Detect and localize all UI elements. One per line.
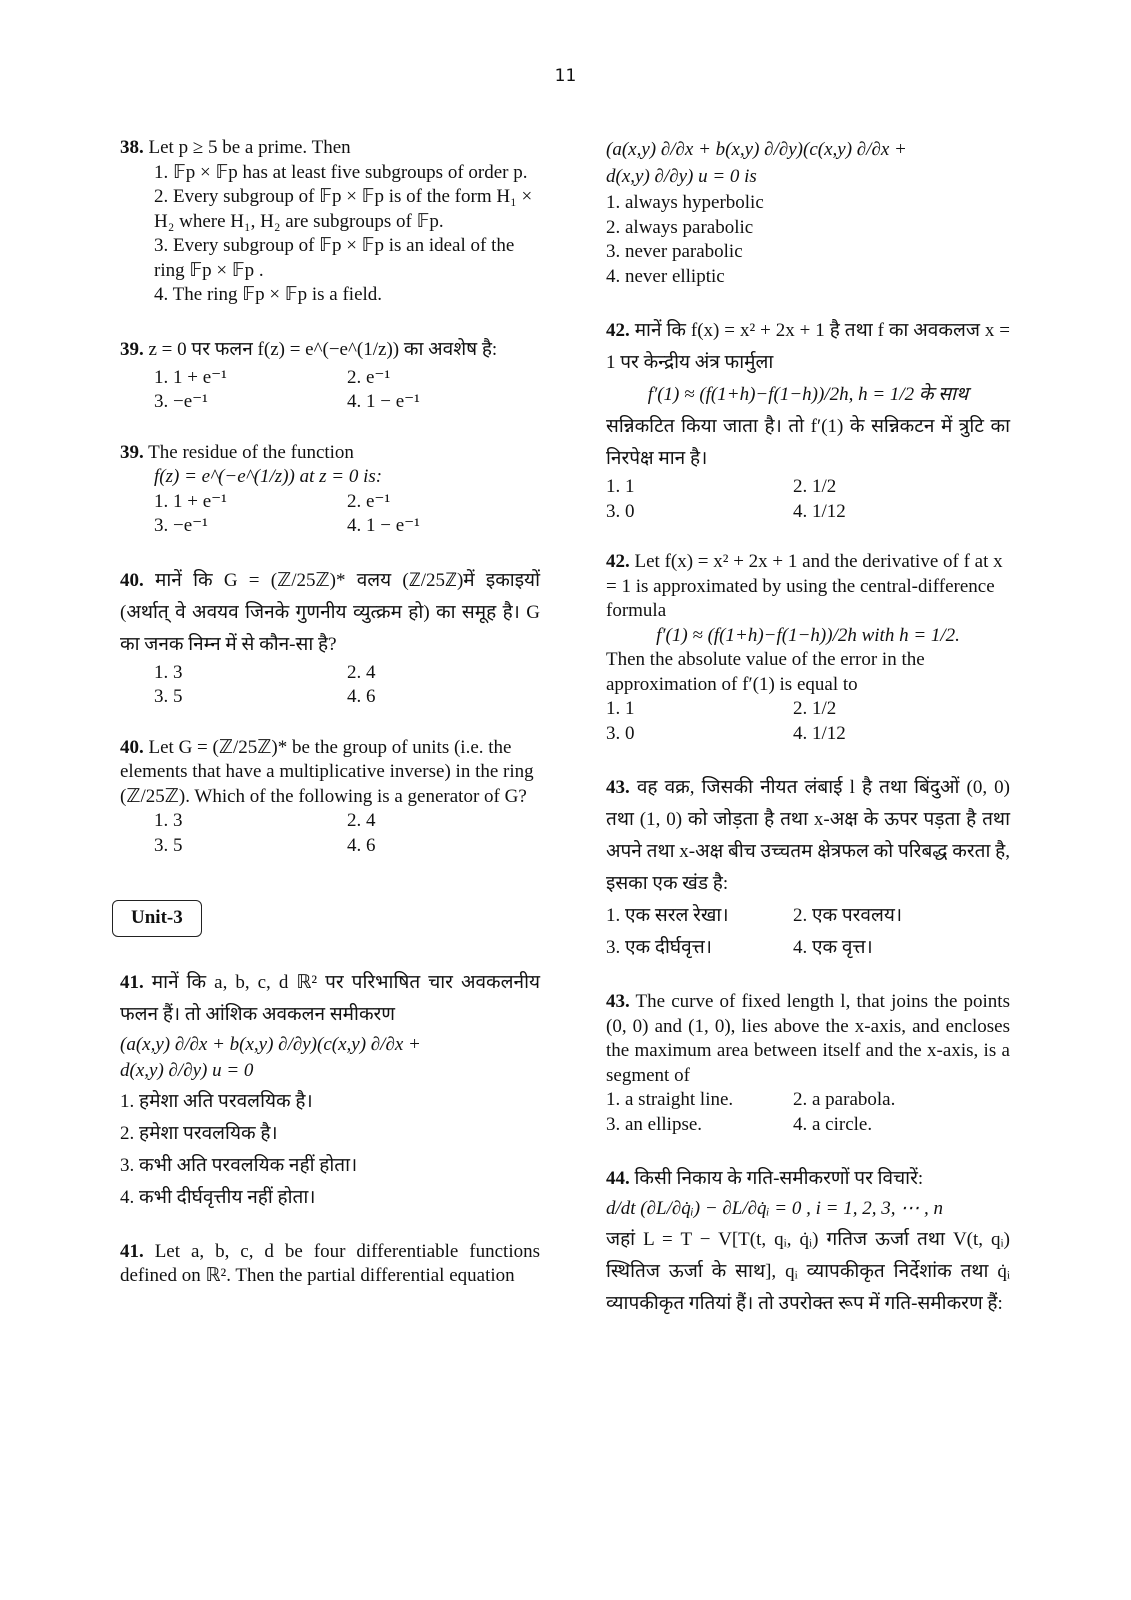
option-3: 3. 0: [606, 500, 635, 522]
option-4: 4. कभी दीर्घवृत्तीय नहीं होता।: [120, 1186, 316, 1208]
option-4: 4. एक वृत्त।: [793, 937, 873, 958]
question-stem: z = 0 पर फलन f(z) = e^(−e^(1/z)) का अवशेष है:: [148, 338, 498, 360]
option-3: 3. Every subgroup of 𝔽p × 𝔽p is an ideal of the ring 𝔽p × 𝔽p .: [154, 235, 515, 281]
central-difference-formula: f′(1) ≈ (f(1+h)−f(1−h))/2h with h = 1/2.: [656, 624, 960, 646]
option-3: 3. 5: [154, 686, 183, 707]
question-number: 39.: [120, 338, 144, 360]
option-2: 2. 1/2: [793, 698, 837, 719]
question-43-hindi: [606, 772, 1010, 964]
question-number: 40.: [120, 736, 144, 758]
question-38: [120, 136, 540, 308]
question-41-english-continued: [606, 138, 1010, 289]
option-1: 1. एक सरल रेखा।: [606, 905, 729, 926]
question-40-hindi: [120, 565, 540, 710]
option-1: 1. 𝔽p × 𝔽p has at least five subgroups of order p.: [154, 161, 528, 183]
option-2: 2. 1/2: [793, 476, 837, 497]
option-3: 3. an ellipse.: [606, 1113, 703, 1135]
question-number: 42.: [606, 551, 630, 572]
option-1: 1. 3: [154, 810, 183, 831]
options: [154, 661, 540, 710]
formula: [154, 465, 540, 490]
options: [606, 697, 980, 746]
options: [606, 191, 1010, 289]
option-2: 2. e⁻¹: [347, 490, 391, 512]
question-number: 43.: [606, 991, 630, 1012]
question-41-hindi: [120, 967, 540, 1214]
question-number: 44.: [606, 1168, 630, 1189]
options: [606, 900, 980, 964]
options: [120, 1086, 540, 1214]
question-stem-continued: जहां L = T − V[T(t, qᵢ, q̇ᵢ) गतिज ऊर्जा तथा V(t, qᵢ) स्थितिज ऊर्जा के साथ], qᵢ व्यापकीकृत निर्देशांक तथा q̇ᵢ व्यापकीकृत गतियां हैं। तो उपरोक्त रूप में गति-समीकरण हैं:: [606, 1228, 1010, 1314]
options: [606, 1088, 980, 1137]
question-stem: Let a, b, c, d be four differentiable functions defined on ℝ². Then the partial differential equation: [120, 1240, 540, 1286]
option-1: 1. 1 + e⁻¹: [154, 366, 227, 388]
option-4: 4. a circle.: [793, 1113, 873, 1135]
options: [154, 490, 540, 539]
pde-formula-line-2: d(x,y) ∂/∂y) u = 0: [120, 1060, 254, 1081]
central-difference-formula: f′(1) ≈ (f(1+h)−f(1−h))/2h, h = 1/2 के साथ: [647, 384, 969, 405]
question-stem: The curve of fixed length l, that joins the points (0, 0) and (1, 0), lies above the x-axis, and encloses the maximum area between itself and the x-axis, is a segment of: [606, 991, 1010, 1086]
question-39-hindi: [120, 334, 540, 415]
page-number: 11: [554, 66, 577, 86]
pde-formula-line-2: d(x,y) ∂/∂y) u = 0 is: [606, 165, 757, 187]
residue-formula: f(z) = e^(−e^(1/z)) at z = 0 is:: [154, 466, 383, 487]
question-stem: मानें कि G = (ℤ/25ℤ)* वलय (ℤ/25ℤ)में इकाइयों (अर्थात् वे अवयव जिनके गुणनीय व्युत्क्रम हो) का समूह है। G का जनक निम्न में से कौन-सा है?: [120, 569, 541, 655]
option-4: 4. 6: [347, 686, 376, 707]
question-stem-continued: Then the absolute value of the error in the approximation of f′(1) is equal to: [606, 649, 925, 695]
right-column: [606, 136, 1010, 1346]
options: [154, 809, 540, 858]
question-number: 41.: [120, 1240, 144, 1262]
option-1: 1. always hyperbolic: [606, 192, 764, 213]
options: [154, 161, 540, 308]
option-1: 1. 1 + e⁻¹: [154, 490, 227, 512]
question-stem: Let G = (ℤ/25ℤ)* be the group of units (i.e. the elements that have a multiplicative inverse) in the ring (ℤ/25ℤ). Which of the following is a generator of G?: [120, 736, 534, 807]
option-2: 2. हमेशा परवलयिक है।: [120, 1122, 278, 1144]
question-43-english: [606, 990, 1010, 1137]
question-number: 38.: [120, 137, 144, 158]
option-3: 3. 0: [606, 722, 635, 744]
option-3: 3. 5: [154, 834, 183, 856]
question-39-english: [120, 441, 540, 539]
option-1: 1. 3: [154, 661, 183, 683]
option-4: 4. never elliptic: [606, 265, 725, 287]
option-2: 2. e⁻¹: [347, 366, 391, 388]
question-number: 40.: [120, 569, 144, 591]
option-2: 2. 4: [347, 810, 376, 831]
question-stem: किसी निकाय के गति-समीकरणों पर विचारें:: [634, 1168, 924, 1189]
question-number: 42.: [606, 320, 630, 341]
question-42-hindi: [606, 315, 1010, 524]
question-44-hindi: [606, 1163, 1010, 1320]
question-stem: मानें कि f(x) = x² + 2x + 1 है तथा f का अवकलज x = 1 पर केन्द्रीय अंत्र फार्मुला: [606, 320, 1011, 373]
option-1: 1. 1: [606, 476, 635, 497]
option-1: 1. हमेशा अति परवलयिक है।: [120, 1090, 313, 1112]
question-stem: Let p ≥ 5 be a prime. Then: [148, 137, 351, 158]
option-3: 3. −e⁻¹: [154, 515, 208, 536]
option-3: 3. एक दीर्घवृत्त।: [606, 937, 712, 958]
unit-label: Unit-3: [112, 900, 202, 937]
option-3: 3. never parabolic: [606, 241, 743, 262]
option-2: 2. always parabolic: [606, 216, 754, 238]
question-stem: मानें कि a, b, c, d ℝ² पर परिभाषित चार अवकलनीय फलन हैं। तो आंशिक अवकलन समीकरण: [120, 971, 541, 1025]
pde-formula-line-1: (a(x,y) ∂/∂x + b(x,y) ∂/∂y)(c(x,y) ∂/∂x +: [606, 139, 907, 160]
option-1: 1. a straight line.: [606, 1089, 734, 1110]
option-4: 4. The ring 𝔽p × 𝔽p is a field.: [154, 284, 383, 305]
option-4: 4. 1 − e⁻¹: [347, 391, 420, 412]
question-40-english: [120, 736, 540, 859]
option-2: 2. a parabola.: [793, 1089, 896, 1110]
lagrange-equation: d/dt (∂L/∂q̇ᵢ) − ∂L/∂q̇ᵢ = 0 , i = 1, 2, 3, ⋯ , n: [606, 1198, 943, 1219]
option-4: 4. 1/12: [793, 722, 846, 744]
question-42-english: [606, 550, 1010, 746]
question-number: 43.: [606, 777, 630, 798]
question-stem: Let f(x) = x² + 2x + 1 and the derivative of f at x = 1 is approximated by using the central-difference formula: [606, 551, 1003, 621]
option-4: 4. 6: [347, 834, 376, 856]
option-2: 2. Every subgroup of 𝔽p × 𝔽p is of the form H₁ × H₂ where H₁, H₂ are subgroups of 𝔽p.: [154, 186, 533, 232]
question-stem: वह वक्र, जिसकी नीयत लंबाई l है तथा बिंदुओं (0, 0) तथा (1, 0) को जोड़ता है तथा x-अक्ष के ऊपर पड़ता है तथा अपने तथा x-अक्ष बीच उच्चतम क्षेत्रफल को परिबद्ध करता है, इसका एक खंड है:: [606, 777, 1010, 894]
options: [606, 475, 980, 524]
option-4: 4. 1/12: [793, 500, 846, 522]
options: [154, 366, 540, 415]
question-stem: The residue of the function: [148, 441, 354, 463]
option-2: 2. एक परवलय।: [793, 905, 903, 926]
pde-formula-line-1: (a(x,y) ∂/∂x + b(x,y) ∂/∂y)(c(x,y) ∂/∂x +: [120, 1033, 421, 1055]
option-1: 1. 1: [606, 698, 635, 719]
question-stem-continued: सन्निकटित किया जाता है। तो f′(1) के सन्निकटन में त्रुटि का निरपेक्ष मान है।: [606, 416, 1010, 469]
question-number: 39.: [120, 441, 144, 463]
left-column: [120, 136, 540, 1315]
question-number: 41.: [120, 971, 144, 993]
option-4: 4. 1 − e⁻¹: [347, 515, 420, 536]
option-3: 3. कभी अति परवलयिक नहीं होता।: [120, 1154, 358, 1176]
option-2: 2. 4: [347, 661, 376, 683]
question-41-english: [120, 1240, 540, 1289]
option-3: 3. −e⁻¹: [154, 391, 208, 412]
